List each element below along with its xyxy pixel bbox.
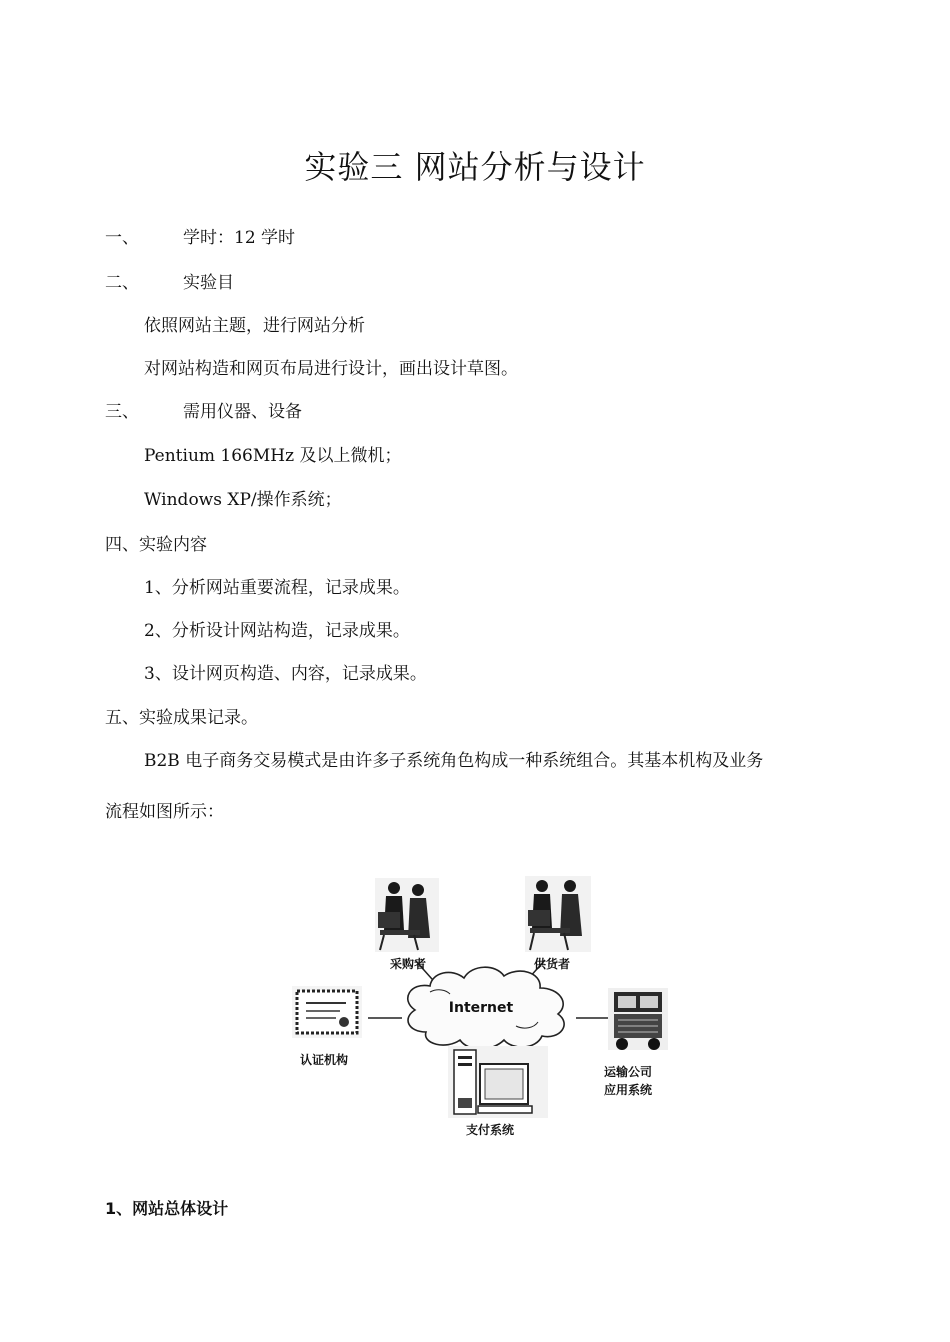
- payment-label: 支付系统: [465, 1123, 515, 1137]
- transport-label-line-2: 应用系统: [603, 1083, 653, 1097]
- section-3-text: 需用仪器、设备: [183, 402, 302, 422]
- section-3-item-1: Pentium 166MHz 及以上微机；: [144, 446, 402, 466]
- internet-label: Internet: [448, 1000, 514, 1016]
- section-3-number: 三、: [105, 402, 139, 422]
- section-4-item-1: 1、分析网站重要流程，记录成果。: [144, 578, 410, 598]
- section-2-number: 二、: [105, 273, 139, 293]
- section-1: [105, 226, 295, 250]
- supplier-label: 供货者: [533, 957, 571, 971]
- subheading-website-design: 1、网站总体设计: [105, 1199, 229, 1218]
- section-1-text: 学时：12 学时: [183, 228, 296, 248]
- section-2: [105, 271, 234, 295]
- cert-label: 认证机构: [299, 1053, 349, 1067]
- transport-label-line-1: 运输公司: [603, 1065, 653, 1079]
- paragraph-line-1: B2B 电子商务交易模式是由许多子系统角色构成一种系统组合。其基本机构及业务: [144, 751, 764, 771]
- document-title: 实验三 网站分析与设计: [304, 148, 646, 186]
- section-2-item-1: 依照网站主题，进行网站分析: [144, 316, 365, 336]
- section-3-item-2: Windows XP/操作系统；: [144, 490, 342, 510]
- certificate-icon: [292, 986, 362, 1038]
- b2b-diagram: [280, 860, 680, 1150]
- buyer-label: 采购者: [389, 957, 427, 971]
- section-4-item-2: 2、分析设计网站构造，记录成果。: [144, 621, 410, 641]
- section-4-heading: 四、实验内容: [105, 535, 207, 555]
- section-1-number: 一、: [105, 228, 139, 248]
- supplier-people-icon: [525, 876, 591, 952]
- section-2-item-2: 对网站构造和网页布局进行设计，画出设计草图。: [144, 359, 518, 379]
- section-2-text: 实验目: [183, 273, 234, 293]
- buyer-people-icon: [375, 878, 439, 952]
- section-3: [105, 400, 302, 424]
- computer-icon: [448, 1046, 548, 1118]
- paragraph-line-2: 流程如图所示：: [105, 802, 224, 822]
- section-4-item-3: 3、设计网页构造、内容，记录成果。: [144, 664, 427, 684]
- section-5-heading: 五、实验成果记录。: [105, 708, 258, 728]
- truck-icon: [608, 988, 668, 1050]
